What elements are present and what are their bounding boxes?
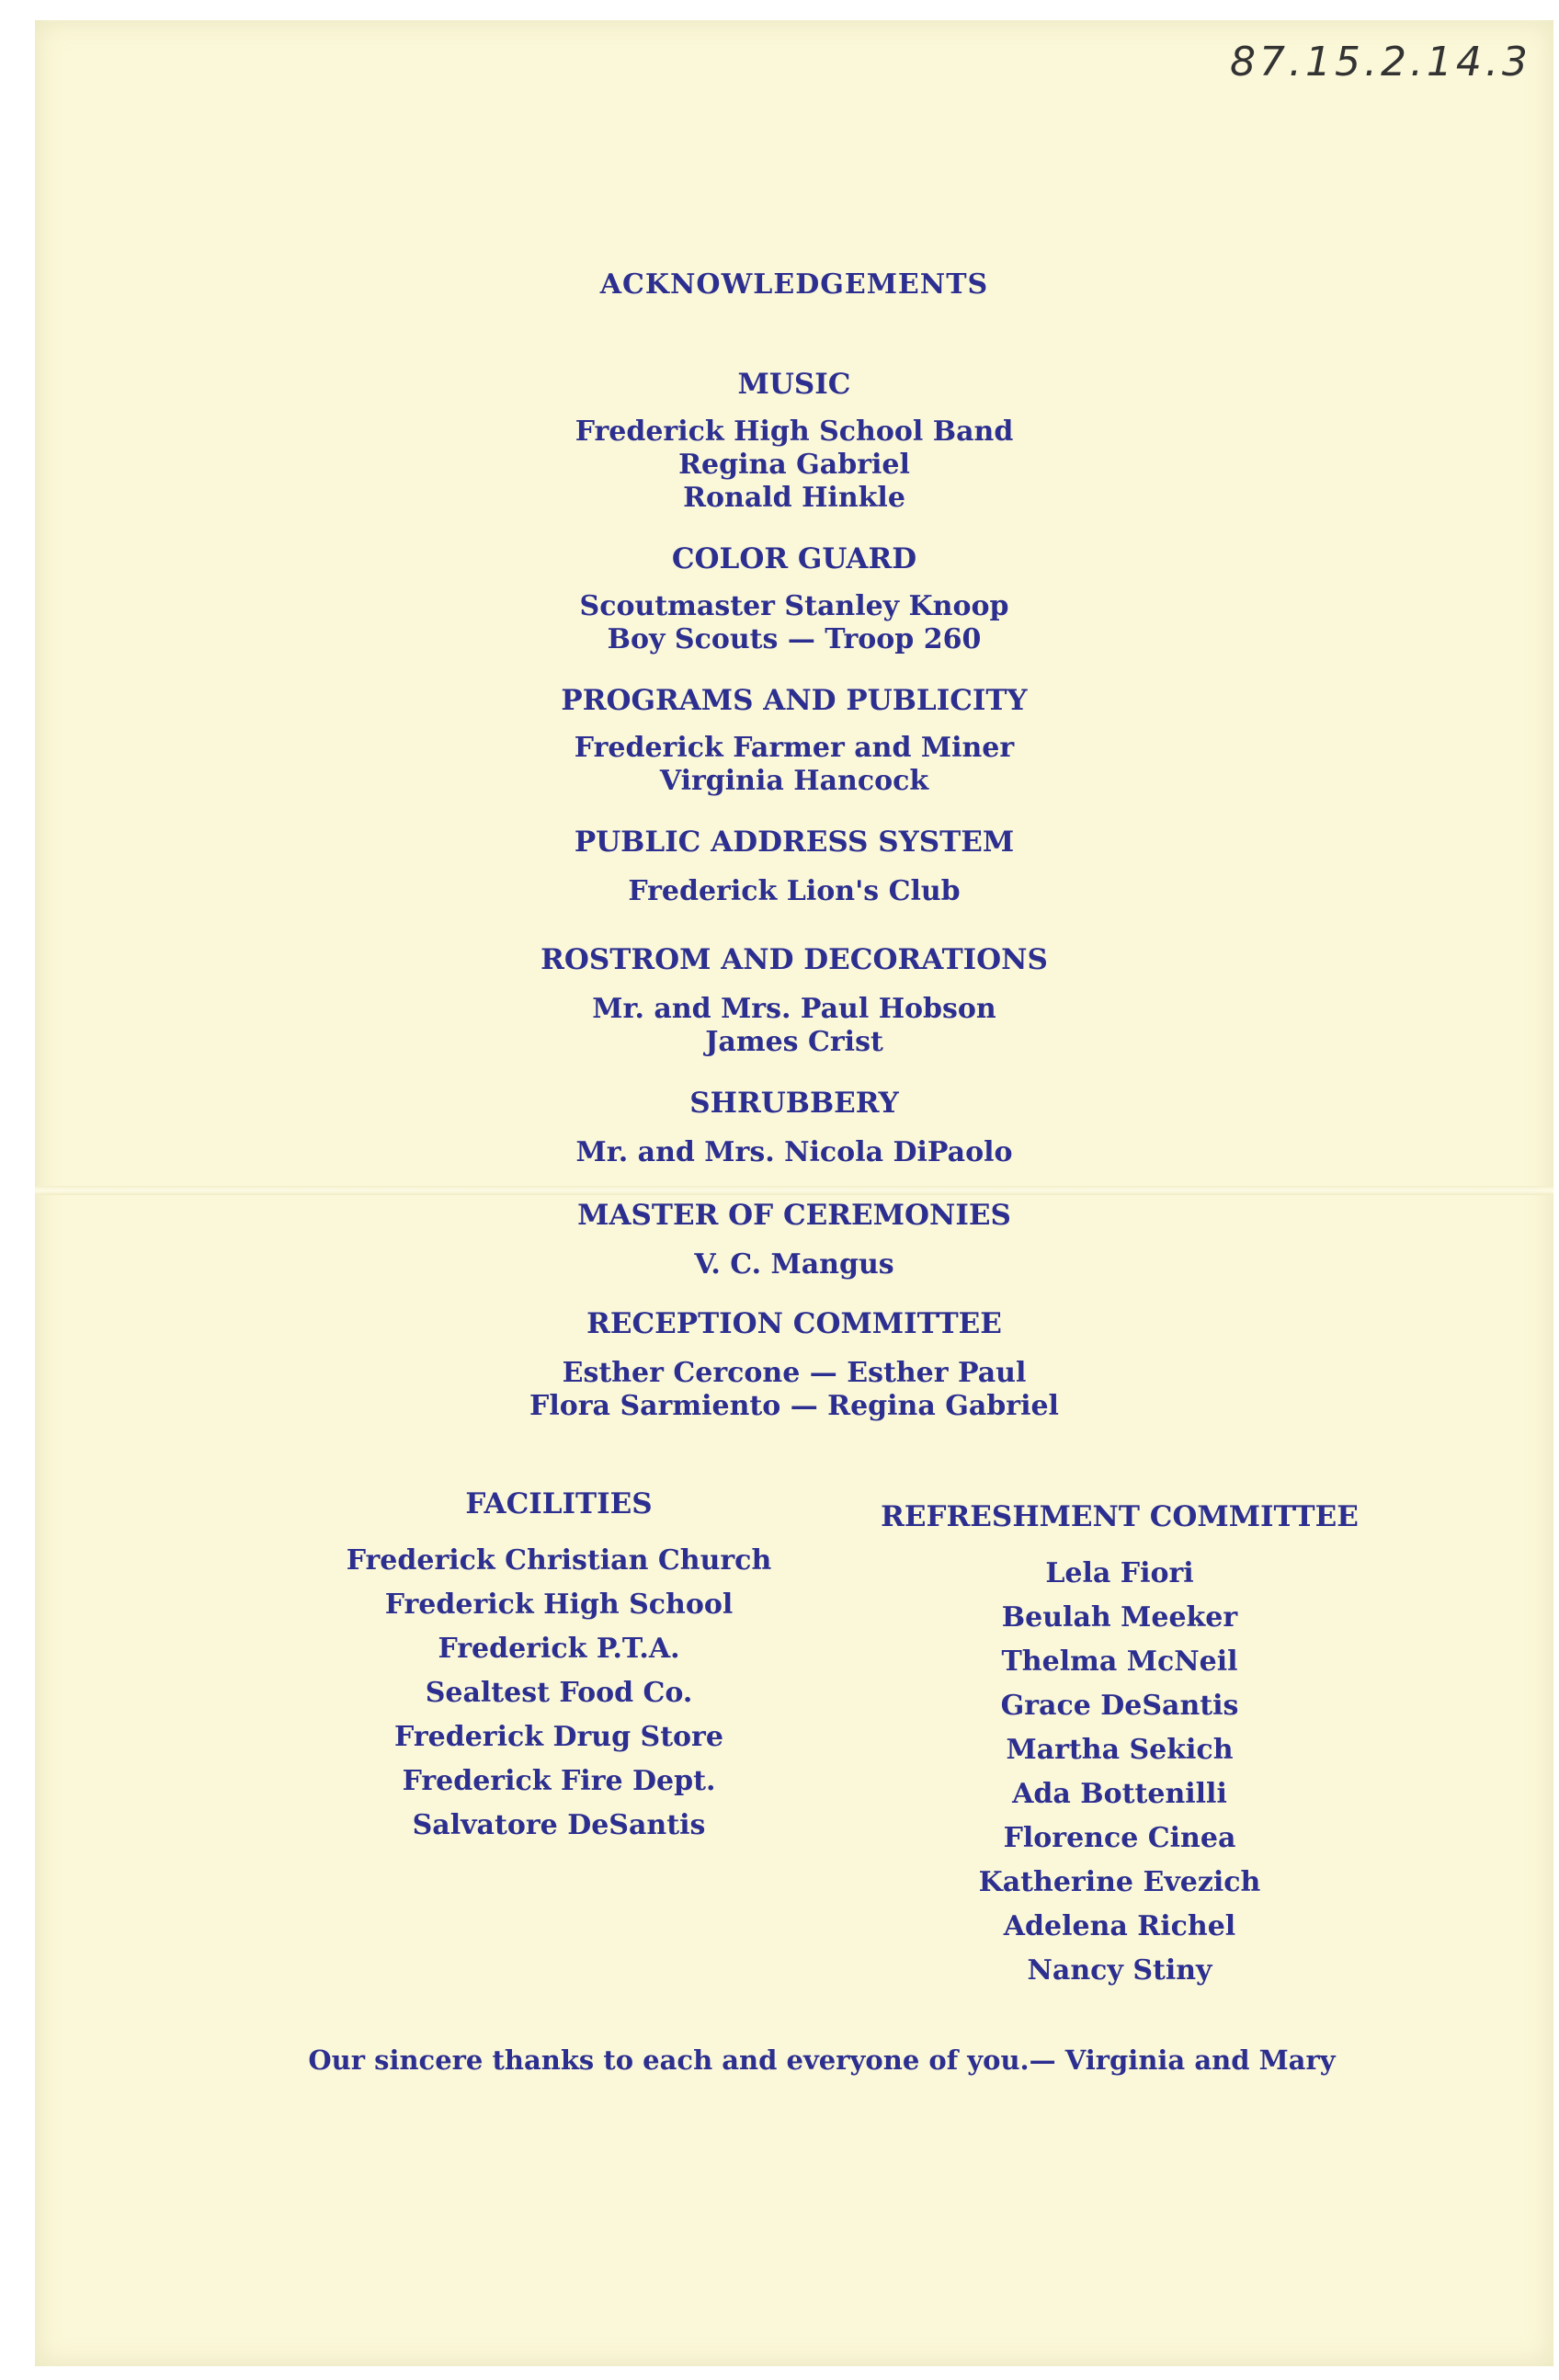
- color-guard-line: Boy Scouts — Troop 260: [607, 623, 982, 655]
- facilities-item: Frederick High School: [384, 1589, 734, 1621]
- program-page: [35, 20, 1553, 2366]
- page-title: ACKNOWLEDGEMENTS: [599, 268, 989, 301]
- facilities-item: Frederick Drug Store: [394, 1721, 723, 1753]
- refreshment-item: Nancy Stiny: [1027, 1954, 1212, 1987]
- refreshment-item: Ada Bottenilli: [1012, 1778, 1227, 1810]
- facilities-item: Frederick P.T.A.: [438, 1633, 680, 1665]
- refreshment-item: Florence Cinea: [1003, 1822, 1236, 1854]
- refreshment-item: Adelena Richel: [1003, 1910, 1236, 1942]
- reception-line: Flora Sarmiento — Regina Gabriel: [529, 1390, 1059, 1422]
- section-heading-reception: RECEPTION COMMITTEE: [586, 1307, 1002, 1340]
- refreshment-item: Katherine Evezich: [978, 1866, 1261, 1898]
- refreshment-item: Martha Sekich: [1006, 1734, 1234, 1766]
- section-heading-pa-system: PUBLIC ADDRESS SYSTEM: [574, 826, 1015, 859]
- shrubbery-line: Mr. and Mrs. Nicola DiPaolo: [575, 1136, 1013, 1168]
- page-fold: [35, 1186, 1553, 1195]
- accession-number: 87.15.2.14.3: [1230, 39, 1531, 85]
- rostrom-line: James Crist: [705, 1026, 883, 1058]
- rostrom-line: Mr. and Mrs. Paul Hobson: [592, 993, 996, 1025]
- music-line: Ronald Hinkle: [683, 482, 905, 514]
- refreshment-column: [789, 1500, 1451, 1993]
- refreshment-item: Thelma McNeil: [1001, 1646, 1238, 1678]
- section-heading-music: MUSIC: [737, 368, 851, 401]
- facilities-item: Frederick Fire Dept.: [402, 1765, 716, 1797]
- programs-line: Virginia Hancock: [659, 765, 929, 797]
- pa-system-line: Frederick Lion's Club: [628, 875, 961, 907]
- refreshment-item: Grace DeSantis: [1000, 1690, 1239, 1722]
- facilities-heading: FACILITIES: [465, 1487, 653, 1520]
- master-of-ceremonies-line: V. C. Mangus: [694, 1248, 894, 1281]
- refreshment-item: Beulah Meeker: [1001, 1601, 1238, 1634]
- facilities-item: Frederick Christian Church: [346, 1544, 772, 1577]
- facilities-item: Salvatore DeSantis: [412, 1809, 706, 1841]
- facilities-item: Sealtest Food Co.: [425, 1677, 693, 1709]
- color-guard-line: Scoutmaster Stanley Knoop: [579, 590, 1009, 622]
- section-heading-rostrom: ROSTROM AND DECORATIONS: [541, 943, 1048, 976]
- refreshment-item: Lela Fiori: [1045, 1557, 1194, 1589]
- section-heading-color-guard: COLOR GUARD: [671, 542, 917, 575]
- refreshment-heading: REFRESHMENT COMMITTEE: [881, 1500, 1359, 1533]
- section-heading-shrubbery: SHRUBBERY: [689, 1087, 899, 1120]
- closing-thanks: Our sincere thanks to each and everyone of you.— Virginia and Mary: [308, 2044, 1336, 2076]
- section-heading-programs: PROGRAMS AND PUBLICITY: [561, 684, 1028, 717]
- reception-line: Esther Cercone — Esther Paul: [562, 1357, 1027, 1389]
- facilities-column: [265, 1487, 853, 1848]
- programs-line: Frederick Farmer and Miner: [574, 732, 1015, 764]
- music-line: Regina Gabriel: [678, 449, 910, 481]
- music-line: Frederick High School Band: [575, 416, 1014, 448]
- section-heading-master-of-ceremonies: MASTER OF CEREMONIES: [577, 1199, 1011, 1232]
